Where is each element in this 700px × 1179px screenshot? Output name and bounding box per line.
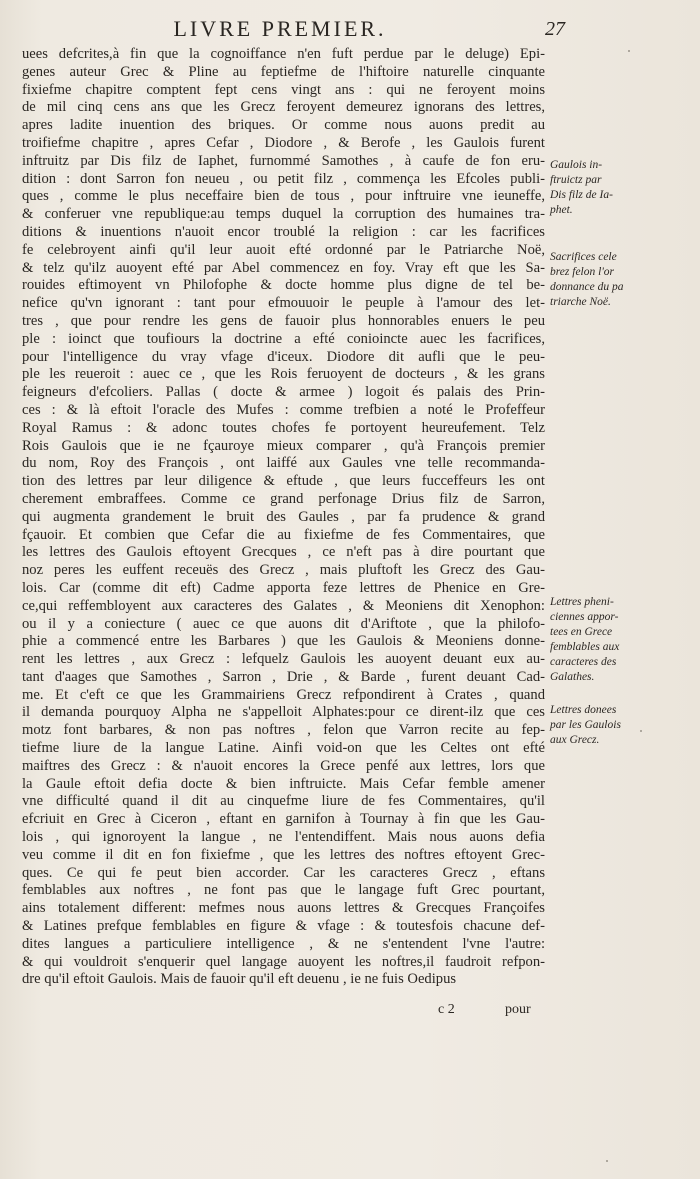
- text-line: Royal Ramus : & adonc toutes chofes fe portoyent heureufement. Telz: [22, 419, 545, 436]
- text-line: ce,qui reffembloyent aux caracteres des Galates , & Meoniens dit Xenophon:: [22, 597, 545, 614]
- text-line: feigneurs d'efcoliers. Pallas ( docte & armee ) logoit és palais des Prin-: [22, 384, 545, 401]
- text-line: & qui vouldroit s'enquerir quel langage auoyent les noftres,il faudroit refpon-: [22, 953, 545, 970]
- text-line: ple : ioinct que toufiours la doctrine a efté conioincte auec les facrifices,: [22, 330, 545, 347]
- text-line: ou il y a coniecture ( auec ce que auons dit d'Ariftote , que la philofo-: [22, 615, 545, 632]
- text-line: qui augmenta grandement le bruit des Gaules , par fa prudence & grand: [22, 508, 545, 525]
- text-line: phie a commencé entre les Barbares ) que les Gaulois & Meoniens donne-: [22, 633, 545, 650]
- text-line: rent les lettres , aux Grecz : lefquelz Gaulois les auoyent deuant eux au-: [22, 651, 545, 668]
- text-line: fe celebroyent ainfi qu'il leur auoit efté ordonné par le Patriarche Noë,: [22, 241, 545, 258]
- margin-note-line: Dis filz de Ia-: [550, 189, 613, 201]
- text-line: ques , comme le plus neceffaire bien de tous , pour inftruire vne ieuneffe,: [22, 188, 545, 205]
- text-line: rouides eftimoyent vn Philofophe & docte homme plus digne de tel be-: [22, 277, 545, 294]
- text-line: genes auteur Grec & Pline au feptiefme de l'hiftoire naturelle cinquante: [22, 63, 545, 80]
- margin-note-line: ciennes appor-: [550, 611, 619, 623]
- text-line: uees defcrites,à fin que la cognoiffance n'en fuft perdue par le deluge) Epi-: [22, 46, 545, 62]
- page-number: 27: [545, 18, 565, 40]
- text-line: dre qu'il eftoit Gaulois. Mais de fauoir qu'il eft deuenu , ie ne fuis Oedipus: [22, 971, 457, 988]
- text-line: vne difficulté quand il dit au cinquefme liure de fes Commentaires, qu'il: [22, 793, 545, 810]
- body-text: [22, 46, 545, 989]
- margin-note-line: caracteres des: [550, 656, 617, 668]
- text-line: les lettres des Gaulois eftoyent Grecques , ce n'eft pas à dire pourtant que: [22, 544, 545, 561]
- text-line: me. Et c'eft ce que les Grammairiens Grecz refpondirent à Crates , quand: [22, 686, 545, 703]
- page-header: [0, 16, 700, 46]
- text-line: fçauoir. Et combien que Cefar die au fixiefme de fes Commentaires, que: [22, 526, 545, 543]
- margin-note-gaulois: [550, 158, 690, 218]
- text-line: il demanda pourquoy Alpha ne s'appelloit Alphates:pour ce dirent-ilz que ces: [22, 704, 545, 721]
- text-line: de mil cinq cens ans que les Grecz feroyent demeurez ignorans des lettres,: [22, 99, 545, 116]
- text-line: noz peres les euffent receuës des Grecz , mais pluftoft les Grecz des Gau-: [22, 562, 545, 579]
- margin-note-line: brez felon l'or: [550, 266, 615, 278]
- margin-note-line: tees en Grece: [550, 626, 613, 638]
- text-line: ains totalement different: mefmes nous auons lettres & Grecques Françoifes: [22, 900, 545, 917]
- text-line: motz font barbares, & non pas noftres , felon que Varron recite au fep-: [22, 722, 545, 739]
- margin-note-line: donnance du pa: [550, 281, 624, 293]
- paper-speck: [628, 50, 630, 52]
- margin-note-line: Gaulois in-: [550, 159, 603, 171]
- paper-speck: [606, 1160, 608, 1162]
- paper-speck: [640, 730, 642, 732]
- margin-note-line: Lettres donees: [550, 704, 617, 716]
- text-line: Rois Gaulois que ie ne fçauroye mieux comparer , qu'à François premier: [22, 437, 545, 454]
- text-line: troifiefme chapitre , apres Cefar , Diodore , & Berofe , les Gaulois furent: [22, 134, 545, 151]
- margin-note-lettres-donees: [550, 703, 690, 748]
- text-line: dites langues a particuliere intelligence , & ne s'entendent l'vne l'autre:: [22, 935, 545, 952]
- margin-note-line: Lettres pheni-: [550, 596, 614, 608]
- text-line: cherement embraffees. Comme ce grand perfonage Drius filz de Sarron,: [22, 490, 545, 507]
- text-line: dition : dont Sarron fon neueu , ou petit filz , commença les Efcoles publi-: [22, 170, 545, 187]
- margin-note-line: Sacrifices cele: [550, 251, 617, 263]
- text-line: nefice qu'vn ignorant : tant pour efmouuoir le peuple à l'amour des let-: [22, 295, 545, 312]
- text-line: tion des lettres par leur diligence & eftude , que leurs fucceffeurs les ont: [22, 473, 545, 490]
- running-head: LIVRE PREMIER.: [173, 16, 387, 41]
- text-line: tant d'aages que Samothes , Sarron , Drie , & Barde , furent deuant Cad-: [22, 668, 545, 685]
- signature-line: [0, 1002, 700, 1022]
- text-line: veu comme il dit en fon fixiefme , que les lettres des noftres eftoyent Grec-: [22, 846, 545, 863]
- text-line: ces : & là eftoit l'oracle des Mufes : comme trefbien a noté le Profeffeur: [22, 401, 545, 418]
- margin-note-line: femblables aux: [550, 641, 620, 653]
- text-line: & conferuer vne republique:au temps duquel la corruption des humaines tra-: [22, 206, 545, 223]
- catchword: pour: [505, 1002, 531, 1017]
- text-line: lois. Car (comme dit eft) Cadme apporta feze lettres de Phenice en Gre-: [22, 579, 545, 596]
- margin-note-sacrifices: [550, 250, 690, 310]
- text-line: ple les reueroit : auec ce , que les Rois feruoyent de docteurs , & les grans: [22, 366, 545, 383]
- text-line: la Gaule eftoit defia docte & bien inftruicte. Mais Cefar femble amener: [22, 775, 545, 792]
- margin-note-lettres-pheniciennes: [550, 595, 690, 685]
- text-line: pour l'intelligence du vray vfage d'iceux. Diodore dit aufli que le peu-: [22, 348, 545, 365]
- text-line: ditions & inuentions n'auoit encor troublé la religion : car les facrifices: [22, 223, 545, 240]
- text-line: maiftres des Grecz : & n'auoit encores la Grece penfé aux lettres, lors que: [22, 757, 545, 774]
- margin-note-line: aux Grecz.: [550, 734, 600, 746]
- text-line: femblables aux noftres , ne font pas que le langage fuft Grec pourtant,: [22, 882, 545, 899]
- text-line: tres , que pour rendre les gens de fauoir plus honnorables enuers le peu: [22, 312, 545, 329]
- text-line: du nom, Roy des François , ont laiffé aux Gaules vne telle recommanda-: [22, 455, 545, 472]
- margin-note-line: phet.: [550, 204, 573, 216]
- text-line: & telz qu'ilz auoyent efté par Abel commencez en foy. Vray eft que les Sa-: [22, 259, 545, 276]
- text-line: apres ladite inuention des briques. Or comme nous auons predit au: [22, 117, 545, 134]
- text-line: fixiefme chapitre comptent fept cens vingt ans : qui ne feroyent moins: [22, 81, 545, 98]
- text-line: tiefme liure de la langue Latine. Ainfi void-on que les Celtes ont efté: [22, 740, 545, 757]
- text-line: inftruitz par Dis filz de Iaphet, furnommé Samothes , à caufe de fon eru-: [22, 152, 545, 169]
- text-line: efcriuit en Grec à Ciceron , eftant en garnifon à Tournay à fin que les Gau-: [22, 811, 545, 828]
- margin-note-line: triarche Noë.: [550, 296, 611, 308]
- signature-mark: c 2: [438, 1002, 455, 1017]
- text-line: & Latines prefque femblables en figure & vfage : & toutesfois chacune def-: [22, 918, 545, 935]
- margin-note-line: Galathes.: [550, 671, 595, 683]
- text-line: ques. Ce qui fe peut bien accorder. Car les caracteres Grecz , eftans: [22, 864, 545, 881]
- margin-note-line: par les Gaulois: [550, 719, 621, 731]
- margin-note-line: ftruictz par: [550, 174, 602, 186]
- text-line: lois , qui ignoroyent la langue , ne l'entendiffent. Mais nous auons defia: [22, 829, 545, 846]
